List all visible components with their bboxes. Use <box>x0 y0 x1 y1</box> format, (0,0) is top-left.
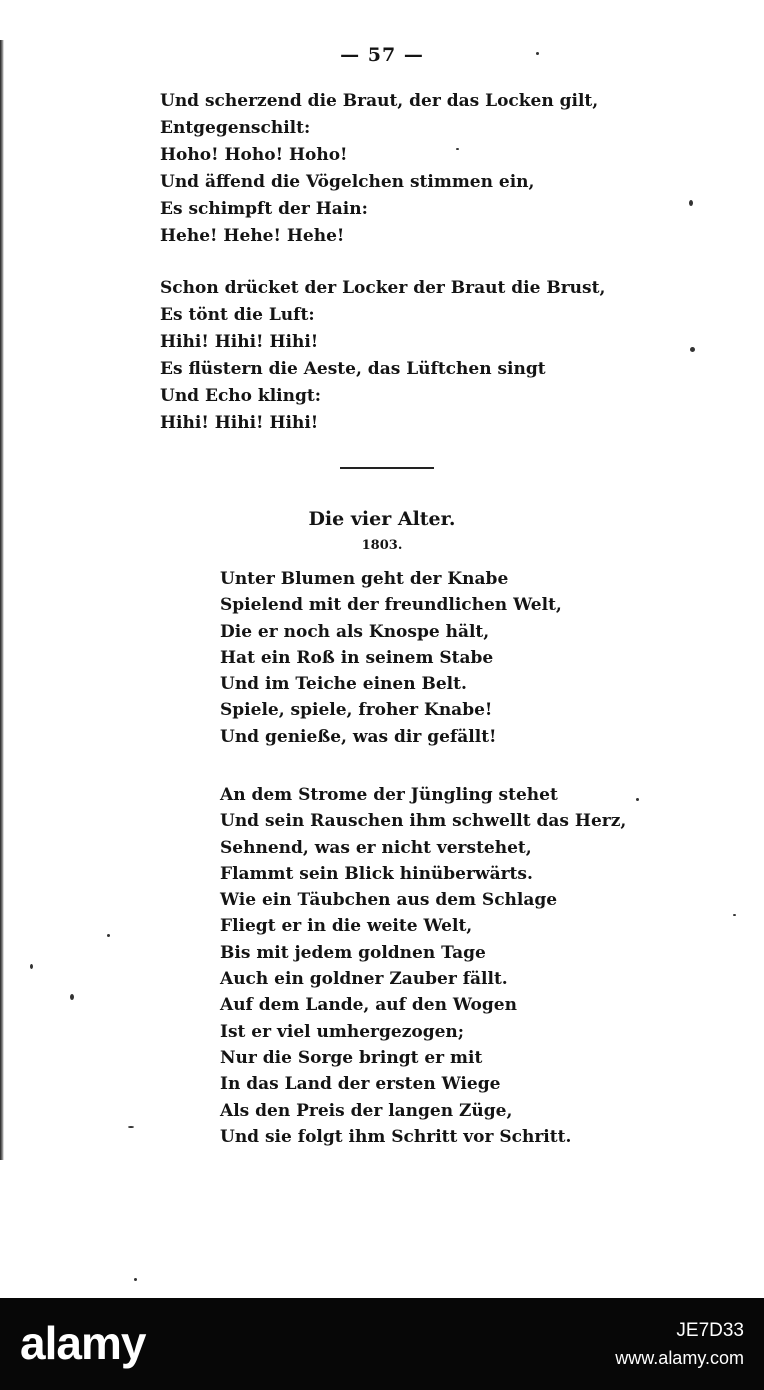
verse-line: Und im Teiche einen Belt. <box>220 674 467 695</box>
verse-line: Spielend mit der freundlichen Welt, <box>220 595 562 616</box>
verse-line: Hehe! Hehe! Hehe! <box>160 226 345 246</box>
ink-speck <box>128 1126 134 1128</box>
verse-line: Als den Preis der langen Züge, <box>220 1100 513 1121</box>
verse-line: Es flüstern die Aeste, das Lüftchen singt <box>160 359 546 379</box>
verse-line: Und sie folgt ihm Schritt vor Schritt. <box>220 1126 572 1147</box>
section-divider <box>340 467 434 469</box>
verse-line: Hihi! Hihi! Hihi! <box>160 413 319 433</box>
page-number: — 57 — <box>340 44 424 66</box>
site-url: www.alamy.com <box>615 1348 744 1368</box>
stanza-3 <box>220 566 562 750</box>
watermark-footer <box>0 1298 764 1390</box>
ink-speck <box>70 994 74 1000</box>
verse-line: Und Echo klingt: <box>160 386 321 406</box>
ink-speck <box>733 914 736 916</box>
verse-line: Hoho! Hoho! Hoho! <box>160 145 348 165</box>
ink-speck <box>636 798 639 801</box>
verse-line: Auch ein goldner Zauber fällt. <box>220 969 508 990</box>
verse-line: Wie ein Täubchen aus dem Schlage <box>220 890 558 911</box>
stanza-4 <box>220 782 626 1150</box>
verse-line: Es schimpft der Hain: <box>160 199 368 219</box>
ink-speck <box>456 148 459 150</box>
verse-line: Hat ein Roß in seinem Stabe <box>220 647 494 668</box>
verse-line: Flammt sein Blick hinüberwärts. <box>220 863 533 884</box>
ink-speck <box>30 964 33 969</box>
image-id: JE7D33 <box>676 1320 744 1341</box>
stanza-2 <box>160 275 605 437</box>
verse-line: An dem Strome der Jüngling stehet <box>220 785 558 805</box>
verse-line: Und genieße, was dir gefällt! <box>220 726 497 747</box>
verse-line: Hihi! Hihi! Hihi! <box>160 332 319 352</box>
verse-line: Fliegt er in die weite Welt, <box>220 916 473 937</box>
ink-speck <box>134 1278 137 1281</box>
verse-line: Sehnend, was er nicht verstehet, <box>220 837 532 858</box>
verse-line: Spiele, spiele, froher Knabe! <box>220 700 493 721</box>
verse-line: Bis mit jedem goldnen Tage <box>220 942 486 963</box>
verse-line: Unter Blumen geht der Knabe <box>220 569 509 589</box>
verse-line: Es tönt die Luft: <box>160 305 315 325</box>
verse-line: In das Land der ersten Wiege <box>220 1074 501 1095</box>
verse-line: Und sein Rauschen ihm schwellt das Herz, <box>220 811 627 832</box>
verse-line: Ist er viel umhergezogen; <box>220 1021 465 1042</box>
verse-line: Auf dem Lande, auf den Wogen <box>220 995 517 1016</box>
verse-line: Die er noch als Knospe hält, <box>220 621 490 642</box>
verse-line: Und scherzend die Braut, der das Locken gilt, <box>160 91 599 111</box>
binding-edge <box>0 40 4 1160</box>
ink-speck <box>690 347 695 352</box>
alamy-logo: alamy <box>20 1317 146 1369</box>
ink-speck <box>536 52 539 55</box>
stanza-1 <box>160 88 598 250</box>
verse-line: Schon drücket der Locker der Braut die Brust, <box>160 278 606 298</box>
verse-line: Und äffend die Vögelchen stimmen ein, <box>160 172 535 192</box>
ink-speck <box>107 934 110 937</box>
poem-year: 1803. <box>361 538 403 553</box>
ink-speck <box>689 200 693 206</box>
verse-line: Entgegenschilt: <box>160 118 311 138</box>
poem-title: Die vier Alter. <box>308 508 456 530</box>
verse-line: Nur die Sorge bringt er mit <box>220 1047 483 1068</box>
